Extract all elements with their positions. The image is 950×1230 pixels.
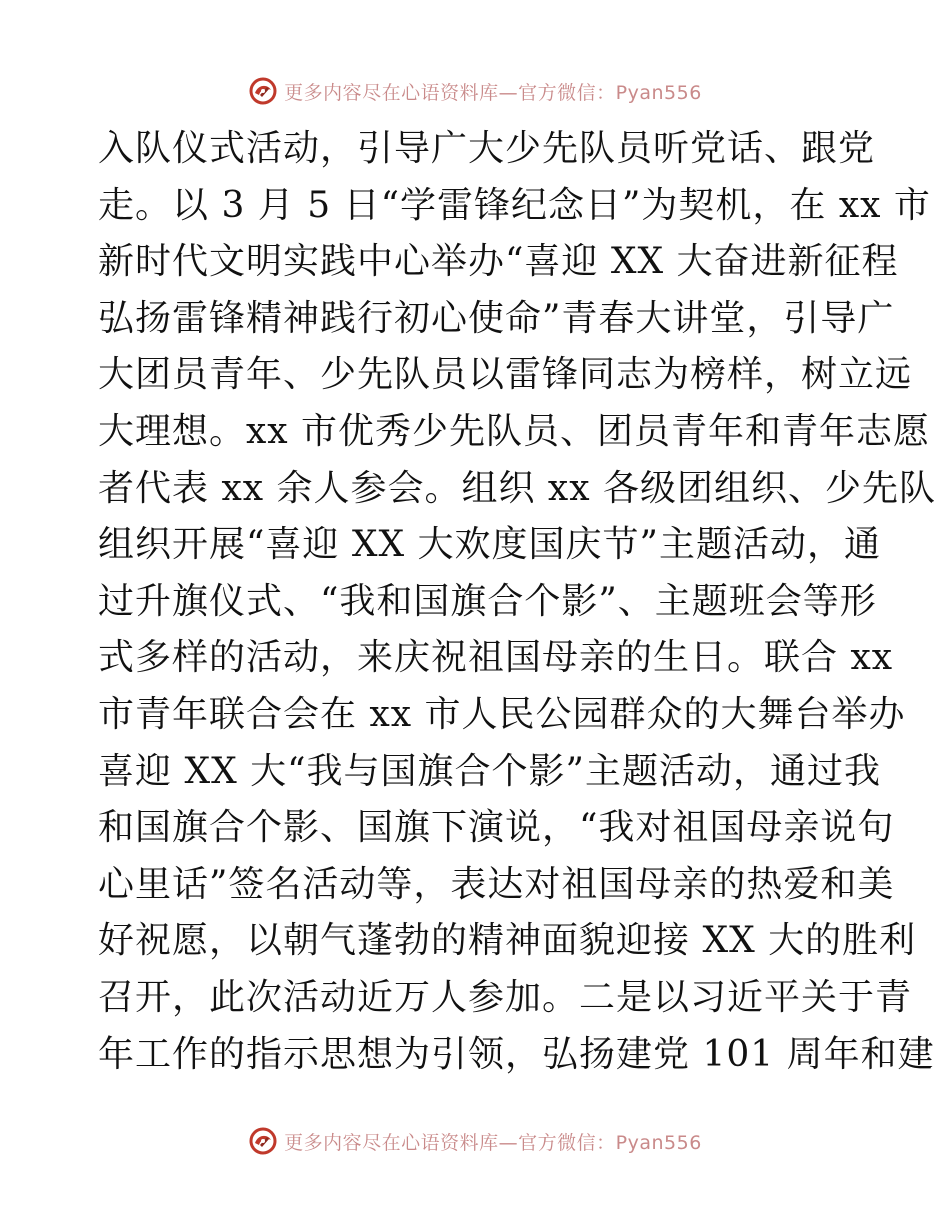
text-line: 新时代文明实践中心举办“喜迎 XX 大奋进新征程 (98, 241, 899, 283)
text-line: 和国旗合个影、国旗下演说，“我对祖国母亲说句 (98, 807, 895, 849)
text-line: 市青年联合会在 xx 市人民公园群众的大舞台举办 (98, 693, 906, 735)
text-line: 心里话”签名活动等，表达对祖国母亲的热爱和美 (98, 863, 895, 905)
header-banner (0, 71, 950, 111)
footer-banner-text: 更多内容尽在心语资料库—官方微信：Pyan556 (284, 1131, 702, 1154)
text-line: 者代表 xx 余人参会。组织 xx 各级团组织、少先队 (98, 467, 936, 509)
text-line: 过升旗仪式、“我和国旗合个影”、主题班会等形 (98, 580, 877, 622)
text-line: 式多样的活动，来庆祝祖国母亲的生日。联合 xx (98, 637, 894, 679)
red-swirl-logo-icon (248, 76, 278, 106)
text-line: 召开，此次活动近万人参加。二是以习近平关于青 (98, 976, 913, 1018)
text-line: 走。以 3 月 5 日“学雷锋纪念日”为契机，在 xx 市 (98, 184, 931, 226)
document-body (98, 121, 936, 1083)
red-swirl-logo-icon (248, 1126, 278, 1156)
footer-banner (0, 1121, 950, 1161)
text-line: 入队仪式活动，引导广大少先队员听党话、跟党 (98, 128, 876, 169)
header-banner-text: 更多内容尽在心语资料库—官方微信：Pyan556 (284, 81, 702, 104)
text-line: 大理想。xx 市优秀少先队员、团员青年和青年志愿 (98, 410, 931, 452)
text-line: 弘扬雷锋精神践行初心使命”青春大讲堂，引导广 (98, 297, 895, 339)
text-line: 年工作的指示思想为引领，弘扬建党 101 周年和建 (98, 1033, 935, 1075)
text-line: 组织开展“喜迎 XX 大欢度国庆节”主题活动，通 (98, 524, 881, 566)
text-line: 好祝愿，以朝气蓬勃的精神面貌迎接 XX 大的胜利 (98, 920, 917, 962)
text-line: 喜迎 XX 大“我与国旗合个影”主题活动，通过我 (98, 750, 881, 792)
text-line: 大团员青年、少先队员以雷锋同志为榜样，树立远 (98, 354, 913, 396)
